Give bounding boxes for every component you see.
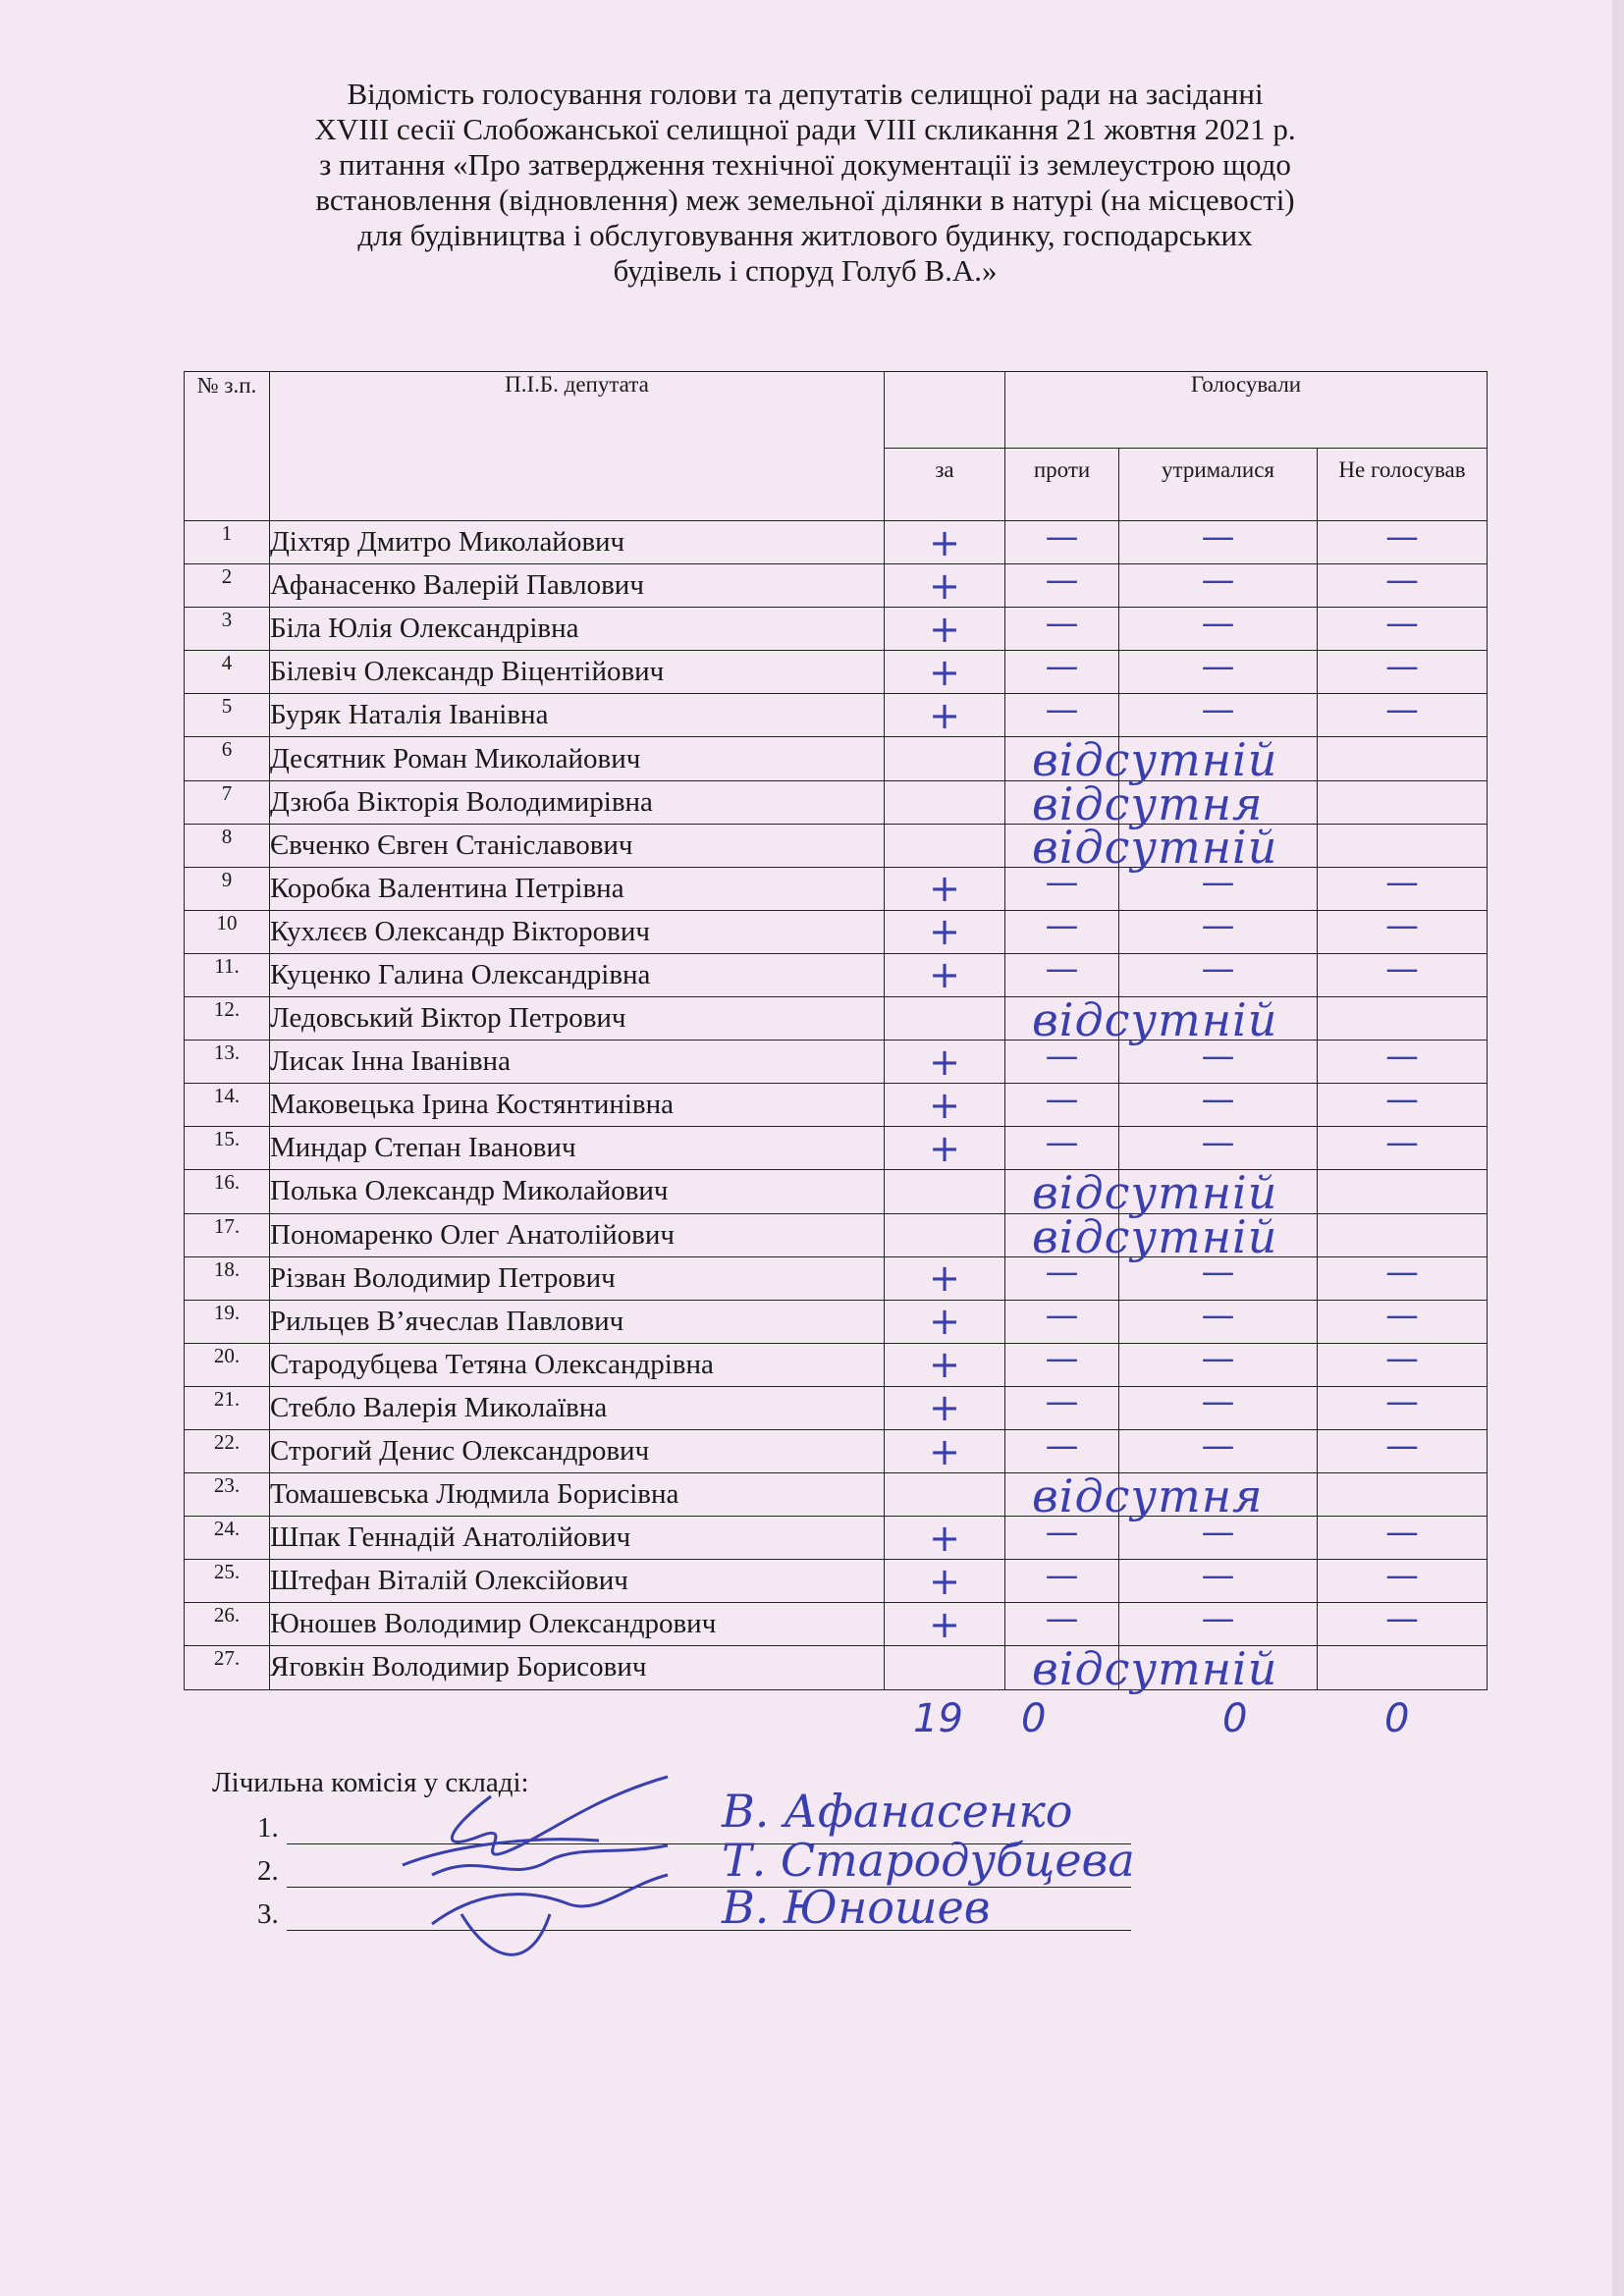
vote-abstained-mark-cell	[1119, 863, 1318, 910]
vote-for-mark-cell	[885, 1127, 1005, 1170]
deputy-name: Ледовський Віктор Петрович	[270, 997, 885, 1041]
deputy-name: Біла Юлія Олександрівна	[270, 608, 885, 651]
vote-for-mark: +	[929, 693, 960, 737]
vote-against-mark-cell	[1005, 1122, 1119, 1170]
deputy-name: Полька Олександр Миколайович	[270, 1170, 885, 1213]
table-row	[185, 1256, 1488, 1300]
deputy-name: Лисак Інна Іванівна	[270, 1041, 885, 1084]
row-number: 18.	[185, 1256, 270, 1300]
vote-abstained-mark: —	[1201, 863, 1235, 903]
vote-not-voted-mark-cell	[1318, 1512, 1488, 1560]
vote-abstained-mark: —	[1201, 1425, 1235, 1466]
table-row	[185, 1646, 1488, 1689]
vote-against-mark: —	[1045, 1425, 1079, 1466]
vote-for-mark-cell	[885, 1429, 1005, 1472]
vote-for-mark: +	[929, 1386, 960, 1430]
vote-for-mark-cell	[885, 1300, 1005, 1343]
voting-table	[184, 371, 1488, 1696]
deputy-name: Білевіч Олександр Віцентійович	[270, 651, 885, 694]
vote-cell	[1318, 1646, 1488, 1689]
table-row	[185, 1560, 1488, 1603]
header-against: проти	[1005, 449, 1119, 521]
vote-for-mark-cell	[885, 953, 1005, 996]
table-row	[185, 564, 1488, 608]
table-row	[185, 997, 1488, 1041]
vote-not-voted-mark-cell	[1318, 560, 1488, 608]
vote-for-mark: +	[929, 1256, 960, 1301]
row-number: 26.	[185, 1603, 270, 1646]
row-number: 20.	[185, 1343, 270, 1386]
vote-abstained-mark: —	[1201, 906, 1235, 946]
vote-for-mark: +	[929, 1516, 960, 1560]
vote-for-mark-cell	[885, 521, 1005, 564]
vote-not-voted-mark: —	[1385, 949, 1420, 989]
vote-abstained-mark-cell	[1119, 646, 1318, 694]
vote-for-mark: +	[929, 563, 960, 608]
vote-not-voted-mark-cell	[1318, 863, 1488, 910]
vote-not-voted-mark-cell	[1318, 1253, 1488, 1300]
vote-cell	[1318, 1170, 1488, 1213]
vote-abstained-mark-cell	[1119, 1555, 1318, 1603]
vote-against-mark: —	[1045, 1382, 1079, 1422]
signature-name-3: В. Юношев	[722, 1881, 991, 1934]
total-abstained: 0	[1222, 1696, 1248, 1741]
table-row	[185, 1127, 1488, 1170]
vote-for-mark-cell	[885, 1256, 1005, 1300]
commission-label: Лічильна комісія у складі:	[212, 1767, 529, 1798]
table-row	[185, 910, 1488, 953]
vote-not-voted-mark-cell	[1318, 603, 1488, 651]
vote-abstained-mark-cell	[1119, 1296, 1318, 1343]
vote-abstained-mark-cell	[1119, 1598, 1318, 1646]
vote-cell	[1318, 737, 1488, 780]
deputy-name: Яговкін Володимир Борисович	[270, 1646, 885, 1689]
header-not-voted: Не голосував	[1318, 449, 1488, 521]
row-number: 25.	[185, 1560, 270, 1603]
row-number: 1	[185, 521, 270, 564]
vote-not-voted-mark: —	[1385, 1079, 1420, 1119]
title-line: Відомість голосування голови та депутатів селищної ради на засіданні	[347, 77, 1264, 111]
row-number: 22.	[185, 1429, 270, 1472]
vote-against-mark: —	[1045, 516, 1079, 557]
header-empty	[885, 372, 1005, 449]
table-row	[185, 867, 1488, 910]
row-number: 17.	[185, 1213, 270, 1256]
vote-for-cell	[885, 993, 1278, 1047]
deputy-name: Євченко Євген Станіславович	[270, 824, 885, 867]
vote-for-mark: +	[929, 520, 960, 564]
vote-abstained-mark: —	[1201, 1253, 1235, 1293]
vote-abstained-mark-cell	[1119, 689, 1318, 737]
vote-not-voted-mark-cell	[1318, 1079, 1488, 1127]
row-number: 9	[185, 867, 270, 910]
header-for: за	[885, 449, 1005, 521]
vote-abstained-mark-cell	[1119, 1512, 1318, 1560]
vote-for-mark: +	[929, 1040, 960, 1084]
vote-not-voted-mark: —	[1385, 603, 1420, 643]
vote-abstained-mark-cell	[1119, 603, 1318, 651]
vote-abstained-mark-cell	[1119, 1036, 1318, 1084]
vote-for-mark: +	[929, 607, 960, 651]
vote-not-voted-mark-cell	[1318, 906, 1488, 953]
row-number: 19.	[185, 1300, 270, 1343]
vote-against-mark-cell	[1005, 1425, 1119, 1472]
row-number: 6	[185, 737, 270, 780]
vote-against-mark-cell	[1005, 1079, 1119, 1127]
vote-not-voted-mark: —	[1385, 1598, 1420, 1638]
vote-abstained-mark-cell	[1119, 1382, 1318, 1429]
document-title	[226, 77, 1384, 289]
signature-scribbles	[373, 1767, 727, 1983]
deputy-name: Пономаренко Олег Анатолійович	[270, 1213, 885, 1256]
row-number: 23.	[185, 1473, 270, 1517]
vote-against-mark-cell	[1005, 1296, 1119, 1343]
vote-not-voted-mark-cell	[1318, 1036, 1488, 1084]
vote-against-mark-cell	[1005, 646, 1119, 694]
vote-abstained-mark: —	[1201, 1296, 1235, 1336]
vote-not-voted-mark-cell	[1318, 1122, 1488, 1170]
vote-cell	[1318, 824, 1488, 867]
signature-name-1: В. Афанасенко	[722, 1785, 1073, 1838]
vote-not-voted-mark: —	[1385, 646, 1420, 686]
row-number: 4	[185, 651, 270, 694]
vote-not-voted-mark: —	[1385, 1122, 1420, 1162]
vote-for-mark-cell	[885, 867, 1005, 910]
vote-not-voted-mark-cell	[1318, 689, 1488, 737]
vote-against-mark-cell	[1005, 949, 1119, 996]
vote-not-voted-mark: —	[1385, 906, 1420, 946]
vote-against-mark: —	[1045, 949, 1079, 989]
vote-for-mark-cell	[885, 1084, 1005, 1127]
table-row	[185, 1041, 1488, 1084]
vote-not-voted-mark: —	[1385, 1512, 1420, 1552]
vote-not-voted-mark: —	[1385, 1036, 1420, 1076]
total-for: 19	[913, 1696, 963, 1741]
vote-against-mark-cell	[1005, 1339, 1119, 1386]
row-number: 7	[185, 780, 270, 824]
header-name: П.І.Б. депутата	[270, 372, 885, 521]
vote-against-mark: —	[1045, 1339, 1079, 1379]
vote-against-mark-cell	[1005, 906, 1119, 953]
vote-abstained-mark-cell	[1119, 516, 1318, 564]
absent-note: відсутній	[1032, 1166, 1278, 1220]
page-edge	[1612, 0, 1624, 2296]
total-against: 0	[1021, 1696, 1047, 1741]
deputy-name: Різван Володимир Петрович	[270, 1256, 885, 1300]
vote-abstained-mark: —	[1201, 689, 1235, 729]
row-number: 27.	[185, 1646, 270, 1689]
vote-for-mark-cell	[885, 910, 1005, 953]
title-line: XVIII сесії Слобожанської селищної ради VIII скликання 21 жовтня 2021 р.	[314, 112, 1296, 146]
deputy-name: Томашевська Людмила Борисівна	[270, 1473, 885, 1517]
table-body	[185, 516, 1488, 1696]
absent-note: відсутня	[1032, 1469, 1264, 1523]
header-abstained: утрималися	[1119, 449, 1318, 521]
absent-note: відсутній	[1032, 820, 1278, 874]
row-number: 10	[185, 910, 270, 953]
header-number: № з.п.	[185, 372, 270, 521]
vote-for-mark: +	[929, 1559, 960, 1603]
deputy-name: Штефан Віталій Олексійович	[270, 1560, 885, 1603]
vote-against-mark-cell	[1005, 603, 1119, 651]
vote-against-mark: —	[1045, 560, 1079, 600]
vote-for-cell	[885, 820, 1278, 874]
table-row	[185, 1386, 1488, 1429]
table-row	[185, 1084, 1488, 1127]
table-row	[185, 1517, 1488, 1560]
row-number: 2	[185, 564, 270, 608]
vote-not-voted-mark: —	[1385, 1339, 1420, 1379]
vote-against-mark-cell	[1005, 1555, 1119, 1603]
vote-for-mark-cell	[885, 1041, 1005, 1084]
vote-abstained-mark-cell	[1119, 1339, 1318, 1386]
total-not-voted: 0	[1384, 1696, 1410, 1741]
vote-abstained-mark: —	[1201, 603, 1235, 643]
vote-not-voted-mark: —	[1385, 560, 1420, 600]
title-line: для будівництва і обслуговування житлового будинку, господарських	[357, 218, 1253, 252]
vote-for-cell	[885, 733, 1278, 787]
vote-against-mark: —	[1045, 1512, 1079, 1552]
vote-abstained-mark-cell	[1119, 949, 1318, 996]
vote-abstained-mark: —	[1201, 516, 1235, 557]
vote-against-mark-cell	[1005, 1253, 1119, 1300]
vote-cell	[1318, 1213, 1488, 1256]
table-row	[185, 953, 1488, 996]
row-number: 13.	[185, 1041, 270, 1084]
vote-against-mark: —	[1045, 906, 1079, 946]
table-row	[185, 1473, 1488, 1517]
vote-for-mark: +	[929, 1602, 960, 1646]
vote-against-mark: —	[1045, 603, 1079, 643]
vote-for-mark: +	[929, 1083, 960, 1127]
row-number: 3	[185, 608, 270, 651]
vote-abstained-mark-cell	[1119, 906, 1318, 953]
vote-against-mark-cell	[1005, 560, 1119, 608]
table-row	[185, 737, 1488, 780]
vote-not-voted-mark: —	[1385, 1382, 1420, 1422]
vote-not-voted-mark-cell	[1318, 1296, 1488, 1343]
vote-abstained-mark: —	[1201, 1079, 1235, 1119]
vote-abstained-mark: —	[1201, 949, 1235, 989]
deputy-name: Десятник Роман Миколайович	[270, 737, 885, 780]
vote-not-voted-mark-cell	[1318, 1339, 1488, 1386]
vote-for-mark: +	[929, 1126, 960, 1170]
absent-note: відсутній	[1032, 993, 1278, 1047]
vote-against-mark-cell	[1005, 1512, 1119, 1560]
vote-for-cell	[885, 776, 1264, 830]
vote-not-voted-mark-cell	[1318, 1598, 1488, 1646]
vote-for-cell	[885, 1642, 1278, 1696]
table-row	[185, 1429, 1488, 1472]
deputy-name: Миндар Степан Іванович	[270, 1127, 885, 1170]
vote-abstained-mark-cell	[1119, 1425, 1318, 1472]
vote-for-mark-cell	[885, 1560, 1005, 1603]
absent-note: відсутній	[1032, 733, 1278, 787]
vote-abstained-mark-cell	[1119, 560, 1318, 608]
vote-for-cell	[885, 1166, 1278, 1220]
vote-for-mark: +	[929, 650, 960, 694]
row-number: 11.	[185, 953, 270, 996]
vote-for-mark-cell	[885, 1343, 1005, 1386]
vote-against-mark-cell	[1005, 1382, 1119, 1429]
vote-for-mark: +	[929, 910, 960, 954]
vote-abstained-mark-cell	[1119, 1079, 1318, 1127]
vote-against-mark: —	[1045, 863, 1079, 903]
vote-abstained-mark: —	[1201, 1555, 1235, 1595]
vote-not-voted-mark-cell	[1318, 1382, 1488, 1429]
deputy-name: Буряк Наталія Іванівна	[270, 694, 885, 737]
vote-for-mark: +	[929, 1300, 960, 1344]
table-row	[185, 1343, 1488, 1386]
header-votes: Голосували	[1005, 372, 1488, 449]
deputy-name: Дзюба Вікторія Володимирівна	[270, 780, 885, 824]
absent-note: відсутня	[1032, 776, 1264, 830]
vote-for-mark-cell	[885, 1517, 1005, 1560]
vote-not-voted-mark: —	[1385, 1253, 1420, 1293]
vote-not-voted-mark-cell	[1318, 646, 1488, 694]
deputy-name: Діхтяр Дмитро Миколайович	[270, 521, 885, 564]
vote-not-voted-mark: —	[1385, 1425, 1420, 1466]
deputy-name: Юношев Володимир Олександрович	[270, 1603, 885, 1646]
table-row	[185, 608, 1488, 651]
vote-for-mark-cell	[885, 694, 1005, 737]
vote-not-voted-mark: —	[1385, 1296, 1420, 1336]
table-row	[185, 1170, 1488, 1213]
deputy-name: Афанасенко Валерій Павлович	[270, 564, 885, 608]
deputy-name: Стебло Валерія Миколаївна	[270, 1386, 885, 1429]
vote-not-voted-mark-cell	[1318, 1425, 1488, 1472]
vote-against-mark-cell	[1005, 689, 1119, 737]
vote-against-mark: —	[1045, 1555, 1079, 1595]
title-line: встановлення (відновлення) меж земельної ділянки в натурі (на місцевості)	[315, 183, 1295, 217]
vote-against-mark: —	[1045, 1036, 1079, 1076]
vote-against-mark: —	[1045, 1598, 1079, 1638]
vote-cell	[1318, 780, 1488, 824]
table-row	[185, 1213, 1488, 1256]
commission-number: 3.	[257, 1898, 279, 1930]
table-row	[185, 1300, 1488, 1343]
vote-cell	[1318, 1473, 1488, 1517]
vote-abstained-mark-cell	[1119, 1122, 1318, 1170]
table-row	[185, 651, 1488, 694]
vote-against-mark-cell	[1005, 516, 1119, 564]
vote-not-voted-mark: —	[1385, 516, 1420, 557]
deputy-name: Рильцев В’ячеслав Павлович	[270, 1300, 885, 1343]
table-row	[185, 824, 1488, 867]
row-number: 21.	[185, 1386, 270, 1429]
row-number: 15.	[185, 1127, 270, 1170]
vote-abstained-mark: —	[1201, 1036, 1235, 1076]
vote-abstained-mark: —	[1201, 1512, 1235, 1552]
signature-name-2: Т. Стародубцева	[722, 1834, 1135, 1887]
vote-not-voted-mark: —	[1385, 689, 1420, 729]
vote-abstained-mark: —	[1201, 1382, 1235, 1422]
table-row	[185, 521, 1488, 564]
vote-for-mark: +	[929, 953, 960, 997]
vote-not-voted-mark: —	[1385, 1555, 1420, 1595]
vote-abstained-mark-cell	[1119, 1253, 1318, 1300]
deputy-name: Строгий Денис Олександрович	[270, 1429, 885, 1472]
row-number: 24.	[185, 1517, 270, 1560]
title-line: будівель і споруд Голуб В.А.»	[613, 253, 998, 288]
row-number: 5	[185, 694, 270, 737]
vote-against-mark: —	[1045, 646, 1079, 686]
vote-against-mark: —	[1045, 1079, 1079, 1119]
row-number: 16.	[185, 1170, 270, 1213]
vote-for-mark: +	[929, 1429, 960, 1473]
vote-not-voted-mark-cell	[1318, 1555, 1488, 1603]
vote-for-mark-cell	[885, 608, 1005, 651]
commission-number: 2.	[257, 1855, 279, 1887]
vote-for-mark-cell	[885, 564, 1005, 608]
deputy-name: Коробка Валентина Петрівна	[270, 867, 885, 910]
vote-for-mark-cell	[885, 651, 1005, 694]
table-row	[185, 694, 1488, 737]
deputy-name: Шпак Геннадій Анатолійович	[270, 1517, 885, 1560]
vote-abstained-mark: —	[1201, 1122, 1235, 1162]
vote-abstained-mark: —	[1201, 560, 1235, 600]
vote-against-mark: —	[1045, 1296, 1079, 1336]
title-line: з питання «Про затвердження технічної документації із землеустрою щодо	[319, 147, 1291, 182]
vote-not-voted-mark-cell	[1318, 949, 1488, 996]
vote-abstained-mark: —	[1201, 1598, 1235, 1638]
vote-against-mark-cell	[1005, 1036, 1119, 1084]
vote-for-mark: +	[929, 867, 960, 911]
table-row	[185, 780, 1488, 824]
vote-abstained-mark: —	[1201, 1339, 1235, 1379]
vote-for-cell	[885, 1209, 1278, 1263]
deputy-name: Маковецька Ірина Костянтинівна	[270, 1084, 885, 1127]
vote-against-mark: —	[1045, 1122, 1079, 1162]
vote-against-mark: —	[1045, 1253, 1079, 1293]
row-number: 12.	[185, 997, 270, 1041]
vote-against-mark: —	[1045, 689, 1079, 729]
commission-number: 1.	[257, 1812, 279, 1843]
vote-not-voted-mark-cell	[1318, 516, 1488, 564]
vote-for-mark-cell	[885, 1386, 1005, 1429]
vote-for-mark: +	[929, 1343, 960, 1387]
row-number: 8	[185, 824, 270, 867]
vote-for-cell	[885, 1469, 1264, 1523]
deputy-name: Стародубцева Тетяна Олександрівна	[270, 1343, 885, 1386]
row-number: 14.	[185, 1084, 270, 1127]
deputy-name: Куценко Галина Олександрівна	[270, 953, 885, 996]
vote-cell	[1318, 997, 1488, 1041]
deputy-name: Кухлєєв Олександр Вікторович	[270, 910, 885, 953]
vote-not-voted-mark: —	[1385, 863, 1420, 903]
vote-against-mark-cell	[1005, 863, 1119, 910]
vote-for-mark-cell	[885, 1603, 1005, 1646]
absent-note: відсутній	[1032, 1209, 1278, 1263]
vote-against-mark-cell	[1005, 1598, 1119, 1646]
vote-abstained-mark: —	[1201, 646, 1235, 686]
absent-note: відсутній	[1032, 1642, 1278, 1696]
table-row	[185, 1603, 1488, 1646]
